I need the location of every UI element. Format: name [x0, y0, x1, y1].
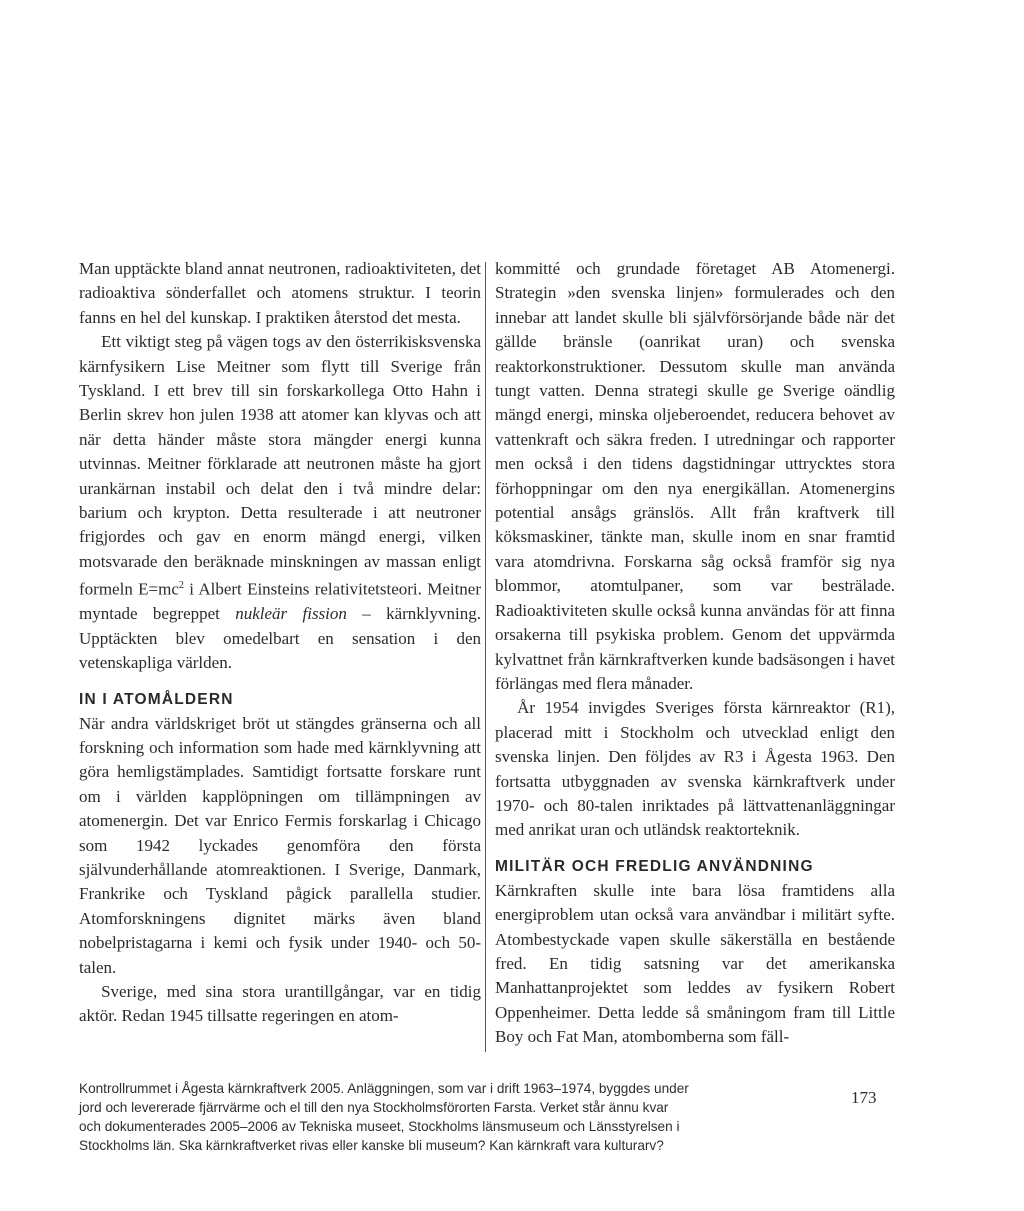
caption-line: Kontrollrummet i Ågesta kärnkraftverk 2005. Anläggningen, som var i drift 1963–1974, byggdes under — [79, 1081, 689, 1096]
paragraph-text: – kärnklyvning. Upptäckten blev omedelbart en sensation i den vetenskapliga världen. — [79, 604, 481, 673]
image-caption — [79, 1079, 779, 1155]
paragraph-text: i Albert Einsteins relativitetsteori. Meitner myntade begreppet — [79, 579, 482, 624]
right-text-column — [495, 257, 895, 1050]
body-paragraph: Sverige, med sina stora urantillgångar, var en tidig aktör. Redan 1945 tillsatte regeringen en atom- — [79, 982, 481, 1026]
body-paragraph: kommitté och grundade företaget AB Atomenergi. Strategin »den svenska linjen» formulerades och den innebar att landet skulle bli självförsörjande både när det gällde bränsle (oanrikat uran) och svenska reaktorkonstruktioner. Dessutom skulle man använda tungt vatten. Denna strategi skulle ge Sverige oändlig mängd energi, minska oljeberoendet, reducera behovet av vattenkraft och säkra freden. I utredningar och rapporter men också i den tidens dagstidningar uttrycktes stora förhoppningar om den nya energikällan. Atomenergins potential ansågs gränslös. Allt från kraftverk till köksmaskiner, tänkte man, skulle inom en snar framtid vara atomdrivna. Forskarna såg också framför sig nya blommor, atomtulpaner, som var besträlade. Radioaktiviteten skulle också kunna användas för att finna orsakerna till psykiska problem. Genom det uppvärmda kylvattnet från kärnkraftverken kunde badsäsongen i havet förlängas med flera månader. — [495, 259, 895, 693]
left-text-column — [79, 257, 481, 1029]
body-paragraph: När andra världskriget bröt ut stängdes gränserna och all forskning och information som hade med kärnklyvning att göra hemligstämplades. Samtidigt fortsatte forskare runt om i världen kapplöpningen om tillämpningen av atomenergin. Det var Enrico Fermis forskarlag i Chicago som 1942 lyckades genomföra den första självunderhållande atomreaktionen. I Sverige, Danmark, Frankrike och Tyskland pågick parallella studier. Atomforskningens dignitet märks även bland nobelpristagarna i kemi och fysik under 1940- och 50-talen. — [79, 713, 481, 977]
caption-line: Stockholms län. Ska kärnkraftverket rivas eller kanske bli museum? Kan kärnkraft vara kulturarv? — [79, 1138, 664, 1153]
formula-exponent: 2 — [178, 580, 184, 592]
italic-term: nukleär fission — [235, 604, 347, 624]
body-paragraph: År 1954 invigdes Sveriges första kärnreaktor (R1), placerad mitt i Stockholm och utvecklad enligt den svenska linjen. Den följdes av R3 i Ågesta 1963. Den fortsatta utbyggnaden av svenska kärnkraftverk under 1970- och 80-talen inriktades på lättvattenanläggningar med anrikat uran och utländsk reaktorteknik. — [495, 698, 895, 840]
body-paragraph: Kärnkraften skulle inte bara lösa framtidens alla energiproblem utan också vara användbar i militärt syfte. Atombestyckade vapen skulle säkerställa en bestående fred. En tidig satsning var det amerikanska Manhattanprojektet som leddes av fysikern Robert Oppenheimer. Detta ledde så småningom fram till Little Boy och Fat Man, atombomberna som fäll- — [495, 880, 895, 1047]
section-heading: IN I ATOMÅLDERN — [79, 690, 234, 708]
caption-line: jord och levererade fjärrvärme och el till den nya Stockholmsförorten Farsta. Verket står ännu kvar — [79, 1100, 669, 1115]
body-paragraph: Man upptäckte bland annat neutronen, radioaktiviteten, det radioaktiva sönderfallet och atomens struktur. I teorin fanns en hel del kunskap. I praktiken återstod det mesta. — [79, 259, 481, 327]
formula: E=mc — [138, 579, 179, 599]
caption-line: och dokumenterades 2005–2006 av Tekniska museet, Stockholms länsmuseum och Länsstyrelsen i — [79, 1119, 680, 1134]
paragraph-text: Ett viktigt steg på vägen togs av den österrikisksvenska kärnfysikern Lise Meitner som flytt till Sverige från Tyskland. I ett brev till sin forskarkollega Otto Hahn i Berlin skrev hon julen 1938 att atomer kan klyvas och att när detta händer måste stora mängder energi kunna utvinnas. Meitner förklarade att neutronen måste ha gjort urankärnan instabil och delat den i två mindre delar: barium och krypton. Detta resulterade i att neutroner frigjordes och gav en enorm mängd energi, vilken motsvarade den beräknade minskningen av massan enligt formeln — [79, 332, 481, 599]
page-number: 173 — [851, 1088, 877, 1107]
column-divider — [485, 262, 486, 1052]
body-paragraph-meitner — [79, 330, 481, 675]
section-heading: MILITÄR OCH FREDLIG ANVÄNDNING — [495, 857, 814, 875]
